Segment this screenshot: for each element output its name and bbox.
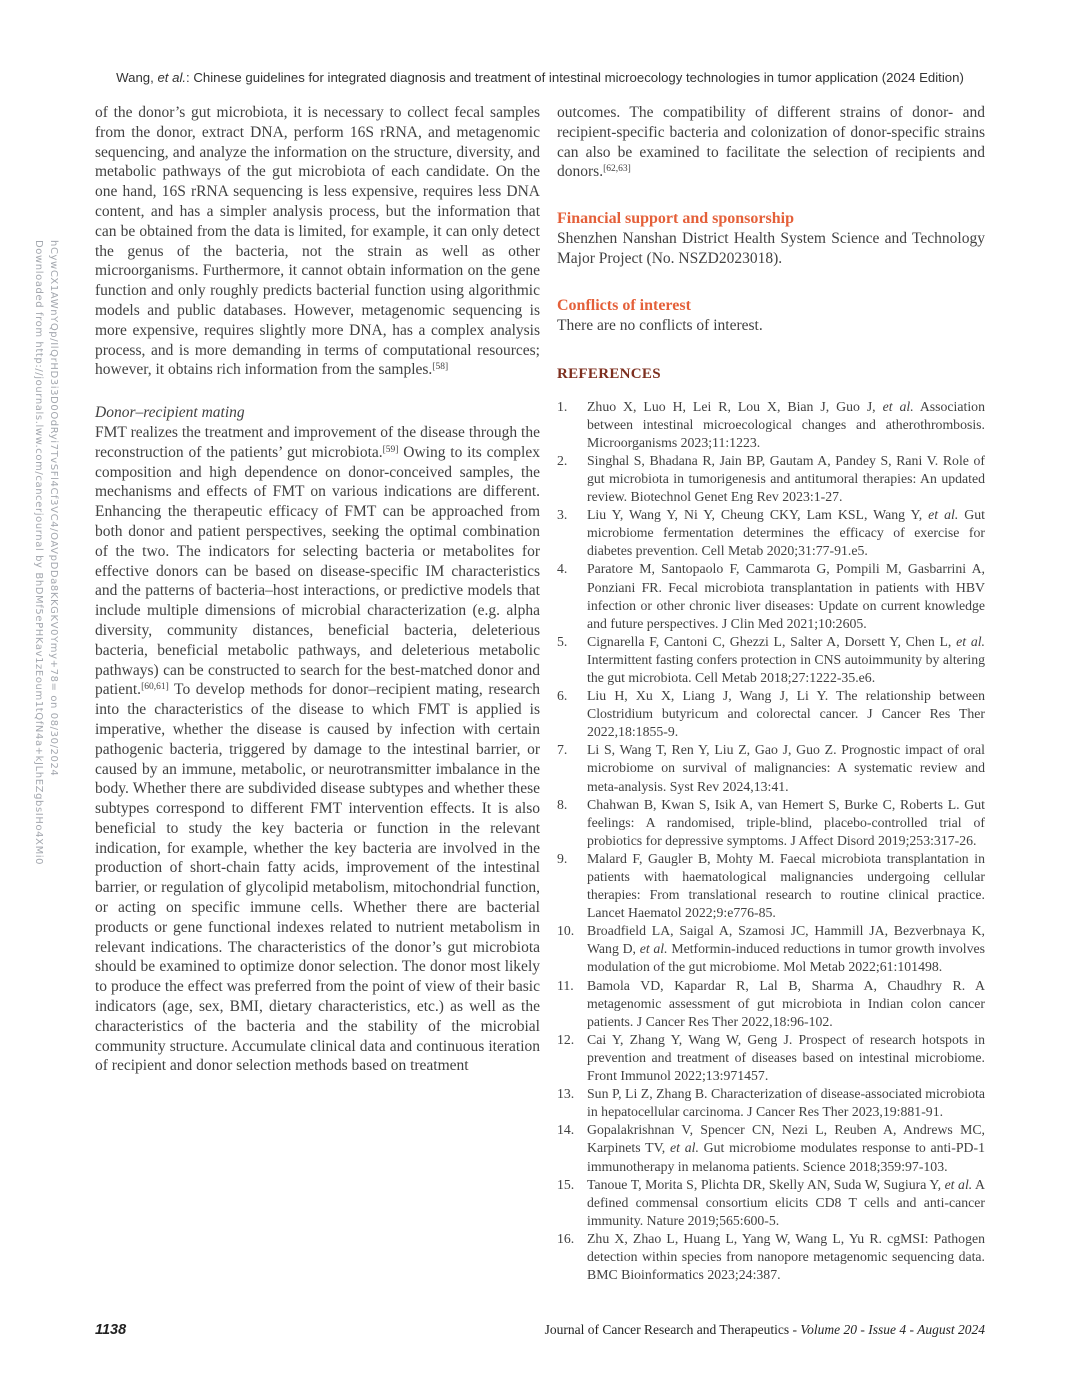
watermark-line-1: Downloaded from http://journals.lww.com/cancerjournal by BhDMf5ePHKav1zEoum1tQfN4a+kJLhEZgbsIHo4XMi0 — [33, 240, 44, 866]
right-column — [557, 103, 985, 1284]
journal-citation-line: Journal of Cancer Research and Therapeutics - Volume 20 - Issue 4 - August 2024 — [544, 1322, 985, 1337]
running-head: Wang, et al.: Chinese guidelines for integrated diagnosis and treatment of intestinal microecology technologies in tumor application (2024 Edition) — [116, 70, 964, 85]
body-paragraph: FMT realizes the treatment and improvement of the disease through the reconstruction of the patients’ gut microbiota.[59] Owing to its complex composition and high dependence on donor-conceived samples, the mechanisms and effects of FMT on various indications are different. Enhancing the therapeutic efficacy of FMT can be approached from both donor and patient perspectives, seeking the optimal combination of the two. The indicators for selecting bacteria or metabolites for effective donors can be based on disease-specific IM characteristics and the patterns of bacteria–host interactions, or predictive models that include multiple dimensions of microbial characterization (e.g. alpha diversity, community distances, beneficial bacteria, deleterious bacteria, beneficial metabolic pathways, and deleterious metabolic pathways) can be constructed to search for the best-matched donor and patient.[60,61] To develop methods for donor–recipient mating, research into the characteristics of the disease to which FMT is applied is imperative, whether the disease is caused by infection with certain pathogenic bacteria, triggered by damage to the intestinal barrier, or caused by an immune, metabolic, or neurotransmitter imbalance in the body. Whether there are subdivided disease subtypes and whether these subtypes correspond to different FMT intervention effects. It is also beneficial to study the key bacteria or function in the relevant indication, for example, whether the key bacteria are involved in the production of short-chain fatty acids, improvement of the intestinal barrier, or regulation of glycolipid metabolism, mitochondrial function, or acting on specific immune cells. Whether there are bacterial products or gene functional indexes related to nutrient metabolism in relevant indications. The characteristics of the donor’s gut microbiota should be examined to optimize donor selection. The donor most likely to produce the effect was preferred from the point of view of their basic indicators (age, sex, BMI, dietary characteristics, etc.) as well as the characteristics of the bacteria and the stability of the microbial community structure. Accumulate clinical data and continuous iteration of recipient and donor selection methods based on treatment — [95, 423, 540, 1075]
reference-item: Paratore M, Santopaolo F, Cammarota G, Pompili M, Gasbarrini A, Ponziani FR. Fecal microbiota transplantation in patients with HBV infection or other chronic liver diseases: Update on current knowledge and future perspectives. J Clin Med 2021;10:2605. — [587, 561, 985, 631]
reference-item: Li S, Wang T, Ren Y, Liu Z, Gao J, Guo Z. Prognostic impact of oral microbiome on survival of malignancies: A systematic review and meta-analysis. Syst Rev 2024,13:41. — [587, 742, 985, 794]
conflicts-of-interest-text: There are no conflicts of interest. — [557, 316, 763, 334]
reference-item: Singhal S, Bhadana R, Jain BP, Gautam A, Pandey S, Rani V. Role of gut microbiota in tumorigenesis and antitumoral therapies: An updated review. Biotechnol Genet Eng Rev 2023:1-27. — [587, 452, 985, 505]
body-paragraph: of the donor’s gut microbiota, it is necessary to collect fecal samples from the donor, extract DNA, perform 16S rRNA, and metagenomic sequencing, and analyze the information on the structure, diversity, and metabolic pathways of the gut microbiota of each candidate. On the one hand, 16S rRNA sequencing is less expensive, requires less DNA content, and has a simpler analysis process, but the information that can be obtained from the data is limited, for example, it can only detect the genus of the bacteria, not the strain as well as other microorganisms. Furthermore, it cannot obtain information on the gene function and only roughly predicts bacterial function using algorithmic models and public databases. However, metagenomic sequencing is more expensive, requires slightly more DNA, has a complex analysis process, and is more demanding in terms of computational resources; however, it obtains rich information from the samples.[58] — [95, 104, 540, 379]
reference-item: Chahwan B, Kwan S, Isik A, van Hemert S, Burke C, Roberts L. Gut feelings: A randomised, triple-blind, placebo-controlled trial of probiotics for depressive symptoms. J Affect Disord 2019;253:317-26. — [587, 796, 985, 848]
page-footer — [95, 1322, 985, 1338]
reference-item: Liu H, Xu X, Liang J, Wang J, Li Y. The relationship between Clostridium butyricum and colorectal cancer. J Cancer Res Ther 2022,18:1855-9. — [587, 688, 985, 740]
references-heading: REFERENCES — [557, 365, 661, 382]
reference-item: Liu Y, Wang Y, Ni Y, Cheung CKY, Lam KSL, Wang Y, et al. Gut microbiome fermentation determines the efficacy of exercise for diabetes prevention. Cell Metab 2020;31:77-91.e5. — [587, 507, 985, 559]
subsection-heading-donor-recipient-mating: Donor–recipient mating — [95, 404, 245, 422]
reference-item: Zhu X, Zhao L, Huang L, Yang W, Wang L, Yu R. cgMSI: Pathogen detection within species from nanopore metagenomic sequencing data. BMC Bioinformatics 2023;24:387. — [587, 1230, 985, 1283]
reference-list — [557, 398, 985, 1285]
reference-marker: [58] — [432, 362, 449, 373]
financial-support-text: Shenzhen Nanshan District Health System Science and Technology Major Project (No. NSZD2023018). — [557, 230, 985, 267]
left-column — [95, 103, 540, 1284]
reference-item: Tanoue T, Morita S, Plichta DR, Skelly AN, Suda W, Sugiura Y, et al. A defined commensal consortium elicits CD8 T cells and anti-cancer immunity. Nature 2019;565:600-5. — [587, 1176, 985, 1228]
reference-item: Cai Y, Zhang Y, Wang W, Geng J. Prospect of research hotspots in prevention and treatment of diseases based on intestinal microbiome. Front Immunol 2022;13:971457. — [587, 1031, 985, 1084]
two-column-body — [95, 103, 985, 1284]
reference-marker: [60,61] — [141, 682, 169, 693]
watermark-line-2: hCywCX1AWnYQp/IlQrHD3i3D0OdRyi7TvSFl4Cf3VC4/OAVpDDa8KKGKV0Ymy+78= on 08/30/2024 — [48, 240, 59, 777]
financial-support-section — [557, 208, 985, 269]
reference-item: Cignarella F, Cantoni C, Ghezzi L, Salter A, Dorsett Y, Chen L, et al. Intermittent fasting confers protection in CNS autoimmunity by altering the gut microbiota. Cell Metab 2018;27:1222-35.e6. — [587, 633, 985, 685]
reference-marker: [62,63] — [603, 164, 631, 175]
conflicts-of-interest-heading: Conflicts of interest — [557, 296, 691, 314]
reference-item: Broadfield LA, Saigal A, Szamosi JC, Hammill JA, Bezverbnaya K, Wang D, et al. Metformin-induced reductions in tumor growth involves modulation of the gut microbiome. Mol Metab 2022;61:101498. — [587, 923, 985, 975]
reference-marker: [59] — [382, 444, 399, 455]
page-number: 1138 — [95, 1322, 127, 1338]
reference-item: Gopalakrishnan V, Spencer CN, Nezi L, Reuben A, Andrews MC, Karpinets TV, et al. Gut microbiome modulates response to anti-PD-1 immunotherapy in melanoma patients. Science 2018;359:97-103. — [587, 1122, 985, 1174]
financial-support-heading: Financial support and sponsorship — [557, 210, 794, 228]
body-paragraph: outcomes. The compatibility of different strains of donor- and recipient-specific bacteria and colonization of donor-specific strains can also be examined to facilitate the selection of recipients and donors.[62,63] — [557, 104, 985, 181]
reference-item: Bamola VD, Kapardar R, Lal B, Sharma A, Chaudhry R. A metagenomic assessment of gut microbiota in Indian colon cancer patients. J Cancer Res Ther 2022,18:96-102. — [587, 977, 985, 1029]
reference-item: Malard F, Gaugler B, Mohty M. Faecal microbiota transplantation in patients with haematological malignancies undergoing cellular therapies: From translational research to routine clinical practice. Lancet Haematol 2022;9:e776-85. — [587, 850, 985, 921]
reference-item: Zhuo X, Luo H, Lei R, Lou X, Bian J, Guo J, et al. Association between intestinal microecological changes and atherothrombosis. Microorganisms 2023;11:1223. — [587, 398, 985, 450]
conflicts-of-interest-section — [557, 295, 985, 336]
reference-item: Sun P, Li Z, Zhang B. Characterization of disease-associated microbiota in hepatocellular carcinoma. J Cancer Res Ther 2023,19:881-91. — [587, 1086, 985, 1120]
